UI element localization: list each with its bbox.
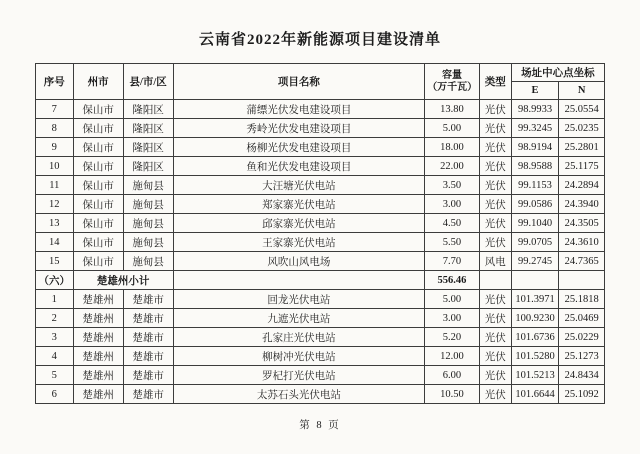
table-row	[36, 366, 605, 385]
cell-index: 12	[36, 195, 74, 214]
cell-latitude: 25.0235	[559, 119, 605, 138]
cell-capacity: 5.50	[425, 233, 480, 252]
cell-county: 施甸县	[123, 233, 173, 252]
col-header-east: E	[511, 82, 559, 100]
table-row	[36, 214, 605, 233]
cell-project: 风吹山风电场	[173, 252, 425, 271]
cell-type: 光伏	[479, 328, 511, 347]
cell-type: 光伏	[479, 214, 511, 233]
cell-capacity: 22.00	[425, 157, 480, 176]
table-row	[36, 119, 605, 138]
cell-index: 6	[36, 385, 74, 404]
cell-county: 隆阳区	[123, 157, 173, 176]
cell-prefecture: 楚雄州	[73, 385, 123, 404]
cell-longitude: 99.1040	[511, 214, 559, 233]
cell-county: 施甸县	[123, 214, 173, 233]
cell-index: 11	[36, 176, 74, 195]
table-body	[36, 100, 605, 404]
cell-prefecture: 保山市	[73, 176, 123, 195]
col-header-county: 县/市/区	[123, 64, 173, 100]
cell-type	[479, 271, 511, 290]
cell-capacity: 556.46	[425, 271, 480, 290]
cell-county: 隆阳区	[123, 119, 173, 138]
cell-county: 隆阳区	[123, 138, 173, 157]
cell-project: 回龙光伏电站	[173, 290, 425, 309]
cell-latitude: 24.7365	[559, 252, 605, 271]
cell-capacity: 5.00	[425, 119, 480, 138]
table-row	[36, 195, 605, 214]
page-number: 第 8 页	[299, 420, 341, 431]
cell-capacity: 5.20	[425, 328, 480, 347]
cell-project: 王家寨光伏电站	[173, 233, 425, 252]
cell-type: 光伏	[479, 119, 511, 138]
cell-index: 5	[36, 366, 74, 385]
cell-index: 10	[36, 157, 74, 176]
cell-index: 4	[36, 347, 74, 366]
cell-latitude: 25.1273	[559, 347, 605, 366]
table-row	[36, 290, 605, 309]
cell-prefecture: 楚雄州	[73, 309, 123, 328]
cell-prefecture: 楚雄州	[73, 347, 123, 366]
cell-longitude: 99.3245	[511, 119, 559, 138]
cell-prefecture: 保山市	[73, 100, 123, 119]
cell-project: 鱼和光伏发电建设项目	[173, 157, 425, 176]
cell-capacity: 3.00	[425, 195, 480, 214]
cell-index: 2	[36, 309, 74, 328]
cell-project: 杨柳光伏发电建设项目	[173, 138, 425, 157]
cell-subtotal-label: 楚雄州小计	[73, 271, 173, 290]
table-header	[36, 64, 605, 100]
table-row	[36, 328, 605, 347]
col-header-coords: 场址中心点坐标	[511, 64, 604, 82]
cell-county: 楚雄市	[123, 347, 173, 366]
cell-latitude: 24.3610	[559, 233, 605, 252]
cell-prefecture: 楚雄州	[73, 366, 123, 385]
cell-type: 光伏	[479, 385, 511, 404]
cell-capacity: 4.50	[425, 214, 480, 233]
cell-capacity: 3.00	[425, 309, 480, 328]
cell-latitude: 25.0554	[559, 100, 605, 119]
cell-longitude: 99.0586	[511, 195, 559, 214]
cell-latitude: 25.1092	[559, 385, 605, 404]
cell-longitude: 99.0705	[511, 233, 559, 252]
cell-type: 光伏	[479, 366, 511, 385]
cell-capacity: 6.00	[425, 366, 480, 385]
capacity-label-line2: （万千瓦）	[427, 81, 478, 93]
table-row	[36, 176, 605, 195]
cell-index: 14	[36, 233, 74, 252]
cell-longitude: 98.9588	[511, 157, 559, 176]
cell-latitude: 24.3505	[559, 214, 605, 233]
cell-index: 15	[36, 252, 74, 271]
cell-county: 施甸县	[123, 176, 173, 195]
cell-index: 1	[36, 290, 74, 309]
cell-index: 9	[36, 138, 74, 157]
cell-longitude: 101.6736	[511, 328, 559, 347]
cell-prefecture: 楚雄州	[73, 328, 123, 347]
cell-latitude: 24.2894	[559, 176, 605, 195]
col-header-project: 项目名称	[173, 64, 425, 100]
cell-county: 施甸县	[123, 252, 173, 271]
subtotal-row	[36, 271, 605, 290]
cell-latitude: 24.8434	[559, 366, 605, 385]
table-row	[36, 157, 605, 176]
cell-capacity: 5.00	[425, 290, 480, 309]
cell-type: 光伏	[479, 100, 511, 119]
cell-index: 7	[36, 100, 74, 119]
table-row	[36, 309, 605, 328]
cell-capacity: 7.70	[425, 252, 480, 271]
table-row	[36, 100, 605, 119]
cell-type: 光伏	[479, 347, 511, 366]
cell-project: 秀岭光伏发电建设项目	[173, 119, 425, 138]
col-header-capacity	[425, 64, 480, 100]
cell-county: 楚雄市	[123, 385, 173, 404]
table-row	[36, 233, 605, 252]
table-row	[36, 252, 605, 271]
cell-project: 柳树冲光伏电站	[173, 347, 425, 366]
col-header-north: N	[559, 82, 605, 100]
cell-project: 蒲缥光伏发电建设项目	[173, 100, 425, 119]
cell-type: 光伏	[479, 233, 511, 252]
cell-county: 施甸县	[123, 195, 173, 214]
cell-latitude	[559, 271, 605, 290]
cell-prefecture: 保山市	[73, 195, 123, 214]
cell-latitude: 25.1175	[559, 157, 605, 176]
cell-prefecture: 保山市	[73, 119, 123, 138]
cell-longitude: 101.5213	[511, 366, 559, 385]
cell-index: 3	[36, 328, 74, 347]
cell-capacity: 10.50	[425, 385, 480, 404]
cell-latitude: 25.2801	[559, 138, 605, 157]
cell-county: 楚雄市	[123, 309, 173, 328]
capacity-label-line1: 容量	[441, 70, 462, 81]
cell-project: 郑家寨光伏电站	[173, 195, 425, 214]
cell-longitude: 99.2745	[511, 252, 559, 271]
cell-type: 光伏	[479, 290, 511, 309]
table-row	[36, 138, 605, 157]
cell-capacity: 12.00	[425, 347, 480, 366]
cell-longitude: 100.9230	[511, 309, 559, 328]
page-title: 云南省2022年新能源项目建设清单	[198, 32, 441, 48]
cell-latitude: 24.3940	[559, 195, 605, 214]
cell-capacity: 3.50	[425, 176, 480, 195]
cell-type: 光伏	[479, 176, 511, 195]
cell-latitude: 25.0469	[559, 309, 605, 328]
cell-county: 楚雄市	[123, 328, 173, 347]
cell-longitude	[511, 271, 559, 290]
cell-longitude: 98.9194	[511, 138, 559, 157]
col-header-type: 类型	[479, 64, 511, 100]
cell-county: 楚雄市	[123, 366, 173, 385]
cell-project: 孔家庄光伏电站	[173, 328, 425, 347]
header-row-1	[36, 64, 605, 82]
cell-project: 九遮光伏电站	[173, 309, 425, 328]
cell-index: （六）	[36, 271, 74, 290]
cell-project	[173, 271, 425, 290]
cell-project: 邱家寨光伏电站	[173, 214, 425, 233]
cell-prefecture: 保山市	[73, 157, 123, 176]
cell-prefecture: 楚雄州	[73, 290, 123, 309]
col-header-prefecture: 州市	[73, 64, 123, 100]
cell-type: 光伏	[479, 309, 511, 328]
col-header-index: 序号	[36, 64, 74, 100]
cell-county: 楚雄市	[123, 290, 173, 309]
cell-project: 太苏石头光伏电站	[173, 385, 425, 404]
cell-type: 光伏	[479, 195, 511, 214]
cell-index: 13	[36, 214, 74, 233]
cell-latitude: 25.0229	[559, 328, 605, 347]
cell-project: 大汪塘光伏电站	[173, 176, 425, 195]
cell-capacity: 18.00	[425, 138, 480, 157]
cell-index: 8	[36, 119, 74, 138]
cell-type: 风电	[479, 252, 511, 271]
table-row	[36, 385, 605, 404]
cell-longitude: 99.1153	[511, 176, 559, 195]
cell-project: 罗杞打光伏电站	[173, 366, 425, 385]
cell-prefecture: 保山市	[73, 138, 123, 157]
table-row	[36, 347, 605, 366]
cell-type: 光伏	[479, 157, 511, 176]
cell-longitude: 101.6644	[511, 385, 559, 404]
cell-type: 光伏	[479, 138, 511, 157]
cell-county: 隆阳区	[123, 100, 173, 119]
cell-capacity: 13.80	[425, 100, 480, 119]
projects-table	[35, 63, 605, 404]
cell-longitude: 98.9933	[511, 100, 559, 119]
cell-longitude: 101.3971	[511, 290, 559, 309]
cell-prefecture: 保山市	[73, 233, 123, 252]
cell-prefecture: 保山市	[73, 252, 123, 271]
cell-latitude: 25.1818	[559, 290, 605, 309]
cell-longitude: 101.5280	[511, 347, 559, 366]
cell-prefecture: 保山市	[73, 214, 123, 233]
